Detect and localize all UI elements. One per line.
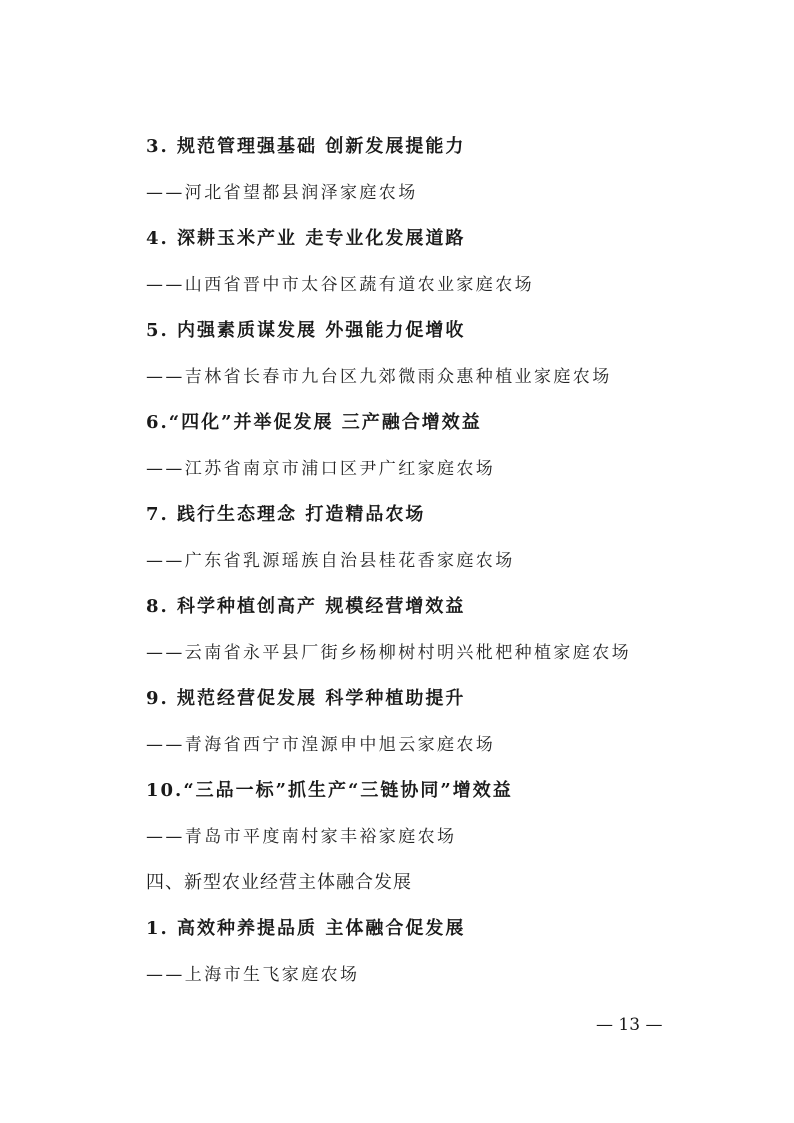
item-heading-7: 7. 践行生态理念 打造精品农场: [146, 504, 426, 525]
item-farm-6: ——江苏省南京市浦口区尹广红家庭农场: [146, 459, 496, 479]
item-heading-9: 9. 规范经营促发展 科学种植助提升: [146, 688, 466, 709]
item-heading-4: 4. 深耕玉米产业 走专业化发展道路: [146, 228, 466, 249]
section-item-heading-1: 1. 高效种养提品质 主体融合促发展: [146, 918, 466, 939]
item-heading-5: 5. 内强素质谋发展 外强能力促增收: [146, 320, 466, 341]
section-title: 四、新型农业经营主体融合发展: [146, 872, 412, 893]
item-farm-10: ——青岛市平度南村家丰裕家庭农场: [146, 827, 457, 847]
item-heading-8: 8. 科学种植创高产 规模经营增效益: [146, 596, 466, 617]
item-heading-6: 6.“四化”并举促发展 三产融合增效益: [146, 412, 482, 433]
section-item-farm-1: ——上海市生飞家庭农场: [146, 965, 360, 985]
item-heading-3: 3. 规范管理强基础 创新发展提能力: [146, 136, 466, 157]
page-number: — 13 —: [596, 1015, 663, 1035]
item-heading-10: 10.“三品一标”抓生产“三链协同”增效益: [146, 780, 513, 801]
item-farm-8: ——云南省永平县厂街乡杨柳树村明兴枇杷种植家庭农场: [146, 643, 631, 663]
item-farm-7: ——广东省乳源瑶族自治县桂花香家庭农场: [146, 551, 515, 571]
item-farm-9: ——青海省西宁市湟源申中旭云家庭农场: [146, 735, 496, 755]
item-farm-4: ——山西省晋中市太谷区蔬有道农业家庭农场: [146, 275, 534, 295]
item-farm-3: ——河北省望都县润泽家庭农场: [146, 183, 418, 203]
item-farm-5: ——吉林省长春市九台区九郊微雨众惠种植业家庭农场: [146, 367, 612, 387]
